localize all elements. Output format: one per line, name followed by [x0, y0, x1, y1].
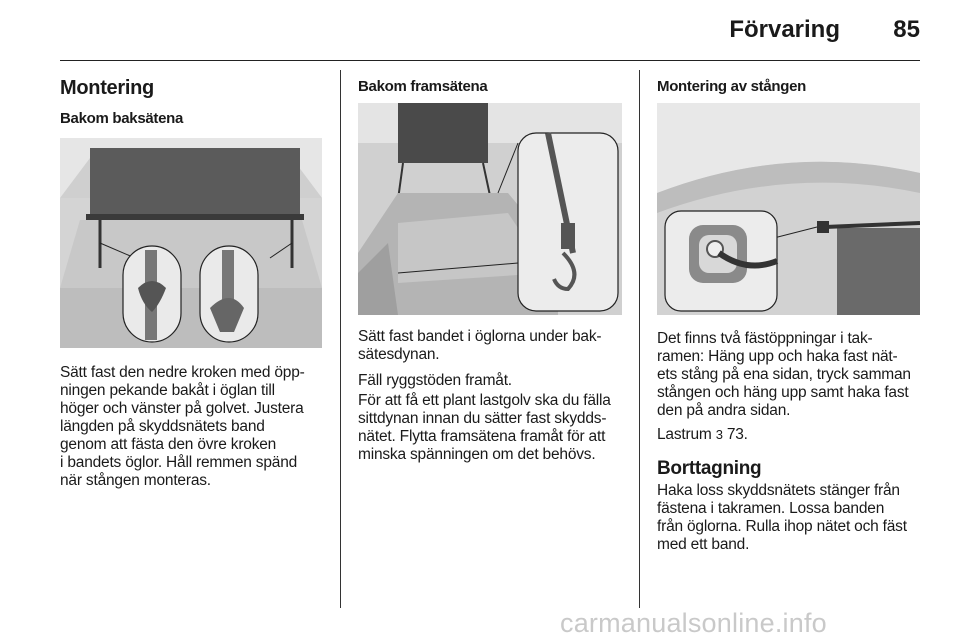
column-divider-1 [340, 70, 341, 608]
subheading-rear-seats: Bakom baksätena [60, 110, 184, 127]
subheading-bar-mounting: Montering av stången [657, 78, 807, 95]
section-title: Montering [60, 77, 154, 99]
paragraph-mounting-openings: Det finns två fästöppningar i tak- ramen: Häng upp och haka fast nät- ets stång på ena sidan, tryck samman stången och häng upp samt haka fast den på andra sidan. [657, 330, 911, 419]
paragraph-fasten-strap: Sätt fast bandet i öglorna under bak- sätesdynan. [358, 328, 602, 363]
watermark: carmanualsonline.info [560, 608, 827, 638]
paragraph-rear-seats: Sätt fast den nedre kroken med öpp- ningen pekande bakåt i öglan till höger och vänster på golvet. Justera längden på skyddsnätets band genom att fästa den övre kroken i bandets öglor. Håll remmen spänd när stången monteras. [60, 364, 305, 489]
page-number: 85 [893, 16, 920, 43]
cross-reference[interactable] [657, 426, 748, 444]
figure-behind-rear-seats [60, 138, 322, 348]
header-rule [60, 60, 920, 61]
running-header-title: Förvaring [729, 16, 840, 43]
paragraph-removal: Haka loss skyddsnätets stänger från fästena i takramen. Lossa banden från öglorna. Rulla ihop nätet och fäst med ett band. [657, 482, 907, 553]
column-divider-2 [639, 70, 640, 608]
cross-reference-page: 73. [726, 426, 748, 443]
paragraph-fold-backrests: Fäll ryggstöden framåt. [358, 372, 512, 389]
reference-arrow-icon: 3 [715, 427, 723, 442]
paragraph-flat-floor: För att få ett plant lastgolv ska du fälla sittdynan innan du sätter fast skydds- nätet. Flytta framsätena framåt för att minska spänningen om det behövs. [358, 392, 611, 463]
figure-behind-front-seats [358, 103, 622, 315]
cross-reference-label: Lastrum [657, 426, 712, 443]
figure-bar-mounting [657, 103, 920, 315]
subheading-front-seats: Bakom framsätena [358, 78, 488, 95]
heading-removal: Borttagning [657, 458, 762, 479]
